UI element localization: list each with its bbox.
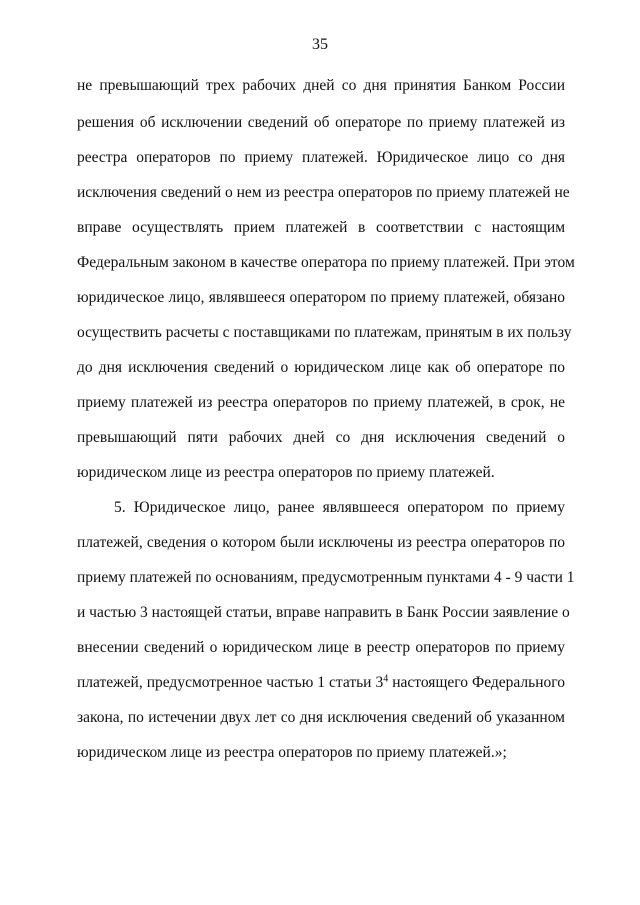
paragraph-1-line: до дня исключения сведений о юридическом лице как об операторе по bbox=[77, 359, 565, 376]
paragraph-2-line-with-superscript bbox=[77, 673, 565, 693]
paragraph-1-line: Федеральным законом в качестве оператора по приему платежей. При этом bbox=[77, 254, 575, 271]
paragraph-1-line: исключения сведений о нем из реестра операторов по приему платежей не bbox=[77, 184, 570, 201]
paragraph-1-last-line: юридическом лице из реестра операторов по приему платежей. bbox=[77, 464, 495, 481]
paragraph-1-line: приему платежей из реестра операторов по приему платежей, в срок, не bbox=[77, 394, 565, 411]
paragraph-1-line: осуществить расчеты с поставщиками по платежам, принятым в их пользу bbox=[77, 324, 572, 341]
paragraph-2-line: платежей, сведения о котором были исключены из реестра операторов по bbox=[77, 534, 565, 551]
paragraph-1-line: реестра операторов по приему платежей. Юридическое лицо со дня bbox=[77, 149, 565, 166]
paragraph-2-line: и частью 3 настоящей статьи, вправе направить в Банк России заявление о bbox=[77, 604, 570, 621]
paragraph-2-first-line: 5. Юридическое лицо, ранее являвшееся оператором по приему bbox=[114, 499, 565, 516]
line-text-before-superscript: платежей, предусмотренное частью 1 статьи 3 bbox=[77, 674, 384, 691]
page-number: 35 bbox=[312, 36, 328, 53]
paragraph-1-line: превышающий пяти рабочих дней со дня исключения сведений о bbox=[77, 429, 565, 446]
paragraph-1-line: не превышающий трех рабочих дней со дня принятия Банком России bbox=[77, 77, 565, 94]
paragraph-2-line: приему платежей по основаниям, предусмотренным пунктами 4 - 9 части 1 bbox=[77, 569, 575, 586]
paragraph-2-last-line: юридическом лице из реестра операторов по приему платежей.»; bbox=[77, 744, 507, 761]
paragraph-2-line: внесении сведений о юридическом лице в реестр операторов по приему bbox=[77, 639, 565, 656]
paragraph-2-line: закона, по истечении двух лет со дня исключения сведений об указанном bbox=[77, 709, 565, 726]
superscript: 4 bbox=[383, 673, 389, 685]
paragraph-1-line: вправе осуществлять прием платежей в соответствии с настоящим bbox=[77, 219, 565, 236]
paragraph-1-line: юридическое лицо, являвшееся оператором по приему платежей, обязано bbox=[77, 289, 565, 306]
line-text-after-superscript: настоящего Федерального bbox=[388, 674, 565, 691]
paragraph-1-line: решения об исключении сведений об операторе по приему платежей из bbox=[77, 114, 565, 131]
